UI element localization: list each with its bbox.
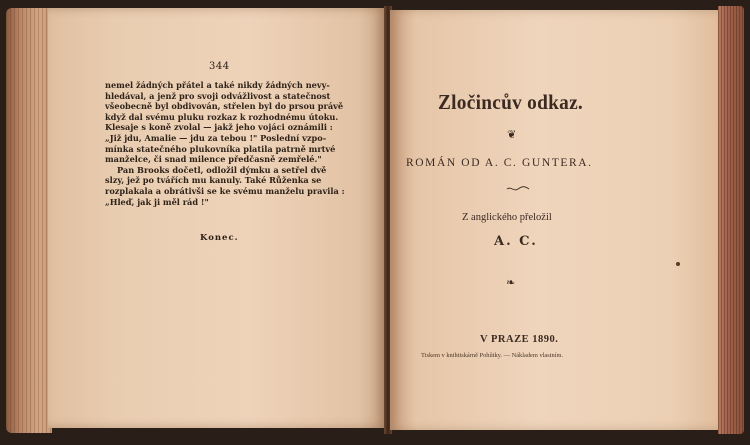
right-page-edges [718,6,744,434]
text-line: slzy, jež po tvářích mu kanuly. Také Růženka se [105,175,322,186]
text-line: všeobecně byl obdivován, střelen byl do prsou právě [105,101,344,112]
text-line: manželce, či snad milence předčasně zemřelé." [105,154,322,165]
book-title: Zločincův odkaz. [438,90,584,114]
publication-place-year: V PRAZE 1890. [480,334,559,345]
fleuron-ornament: ❧ [506,276,516,289]
printer-imprint: Tiskem v knihtiskárně Pohůtky. — Nákladem vlastním. [421,352,564,359]
fleuron-ornament: ❦ [507,128,517,141]
left-page-edges [6,8,52,433]
text-line: Pan Brooks dočetl, odložil dýmku a setřel dvě [117,164,327,175]
text-line: když dal svému pluku rozkaz k rozhodnému útoku. [105,111,339,122]
text-line: Klesaje s koně zvolal — jakž jeho vojáci oznámili : [105,122,333,133]
closing-paragraph [105,80,370,207]
text-line: rozplakala a obrátivši se ke svému manželu pravila : [105,185,345,196]
book-subtitle: ROMÁN OD A. C. GUNTERA. [406,157,593,169]
text-line: „Již jdu, Amalie — jdu za tebou !" Poslední vzpo- [105,132,327,143]
text-line: nemel žádných přátel a také nikdy žádných nevy- [105,80,330,90]
right-page [390,10,720,430]
end-marker: Konec. [200,233,239,243]
text-line: „Hleď, jak ji měl rád !" [105,196,209,207]
swash-divider [506,186,530,192]
text-line: hledával, a jenž pro svoji odvážlivost a statečnost [105,90,331,101]
translator-credit: Z anglického přeložil [462,212,552,223]
translator-initials: A. C. [494,234,538,249]
page-number: 344 [209,61,230,72]
paper-stain [676,262,680,266]
text-line: mínka statečného plukovníka platila patrně mrtvé [105,143,336,154]
